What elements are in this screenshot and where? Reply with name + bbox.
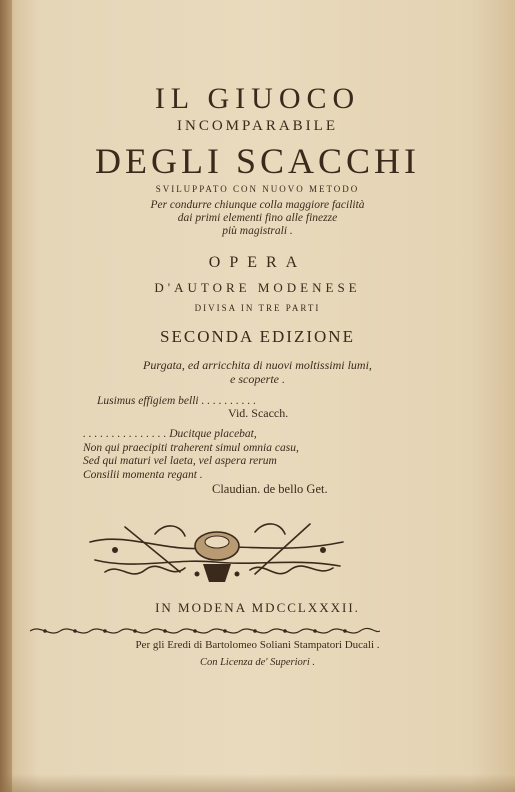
trophy-of-arms-ornament [85, 512, 350, 592]
verse-line: Non qui praecipiti traherent simul omnia casu, [83, 441, 299, 454]
divided-line: DIVISA IN TRE PARTI [194, 303, 321, 313]
license-line: Con Licenza de' Superiori . [199, 657, 316, 668]
edition-heading: SECONDA EDIZIONE [160, 327, 355, 346]
purpose-text [0, 199, 515, 238]
title-line-2: INCOMPARABILE [177, 118, 338, 134]
author-line: D'AUTORE MODENESE [154, 280, 361, 295]
floral-rule-ornament [30, 624, 380, 638]
opera-heading: OPERA [208, 254, 307, 271]
title-line-1: IL GIUOCO [154, 82, 361, 115]
printer-line: Per gli Eredi di Bartolomeo Soliani Stampatori Ducali . [135, 639, 380, 651]
title-line-3: DEGLI SCACCHI [94, 141, 420, 181]
epigraph-2-source: Claudian. de bello Get. [212, 482, 328, 496]
subtitle: SVILUPPATO CON NUOVO METODO [155, 184, 360, 194]
verse-line: Consilii momenta regant . [83, 468, 203, 481]
epigraph-1-text: Lusimus effigiem belli . . . . . . . . . . [97, 395, 257, 407]
epigraph-2-verse [83, 428, 299, 482]
imprint-line: IN MODENA MDCCLXXXII. [155, 600, 360, 615]
revision-line: e scoperte . [230, 372, 285, 386]
page-bottom-shadow [0, 774, 515, 792]
revision-text [0, 358, 515, 386]
epigraph-1-source: Vid. Scacch. [228, 406, 289, 420]
revision-line: Purgata, ed arricchita di nuovi moltissimi lumi, [143, 358, 372, 372]
purpose-line: più magistrali . [222, 225, 293, 237]
purpose-line: Per condurre chiunque colla maggiore facilità [150, 199, 365, 211]
verse-line: . . . . . . . . . . . . . . . Ducitque placebat, [83, 428, 257, 440]
purpose-line: dai primi elementi fino alle finezze [177, 212, 338, 224]
verse-line: Sed qui maturi vel laeta, vel aspera rerum [83, 455, 277, 467]
